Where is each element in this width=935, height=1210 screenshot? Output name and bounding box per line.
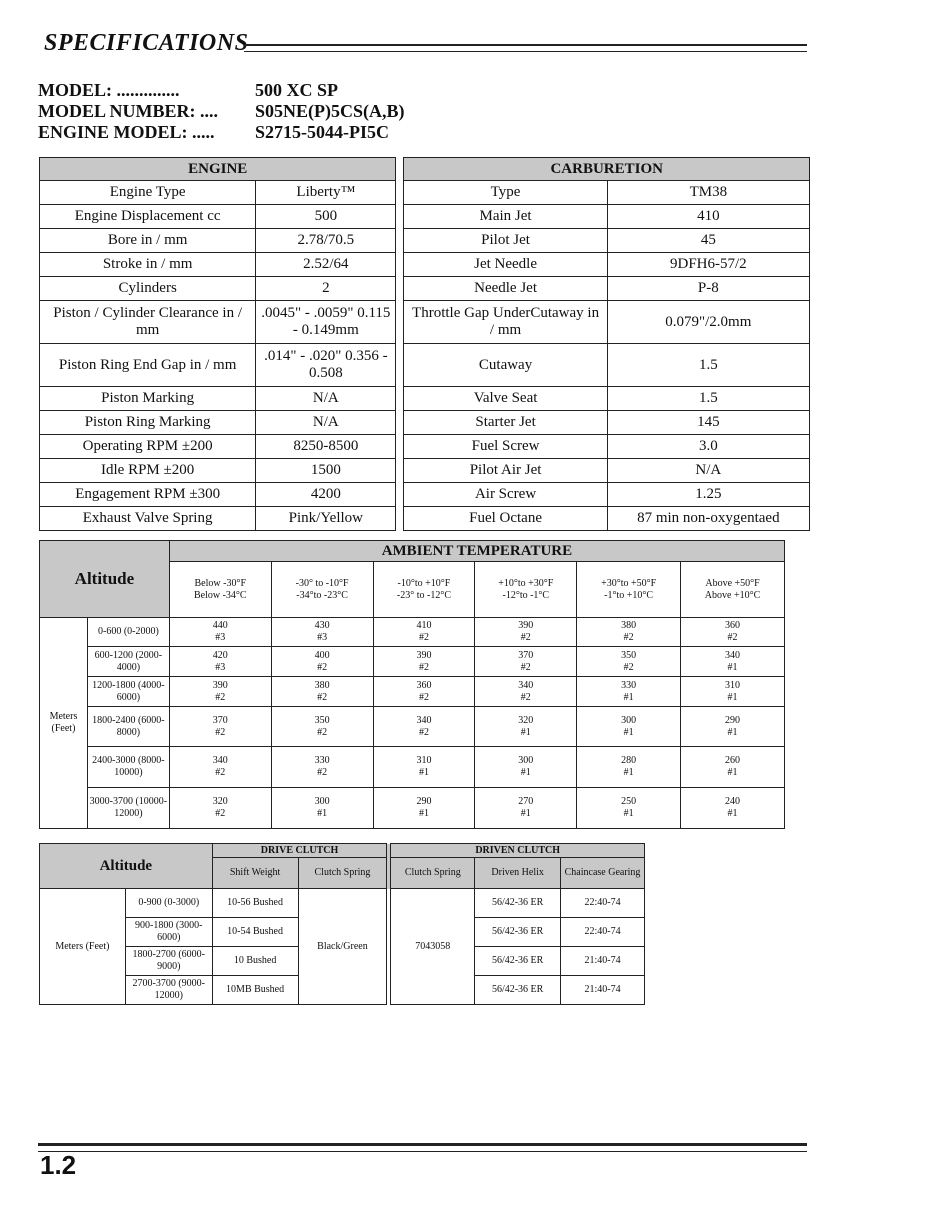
needle-position: #2	[418, 661, 429, 673]
altitude-row	[40, 618, 785, 647]
temp-column-header	[373, 562, 475, 618]
carburetion-label: Fuel Octane	[404, 507, 607, 531]
altitude-range: 1800-2400 (6000-8000)	[87, 707, 169, 747]
engine-label: Operating RPM ±200	[40, 435, 256, 459]
main-jet-value: 360	[416, 679, 432, 691]
table-separator	[396, 229, 404, 253]
carburetion-label: Type	[404, 181, 607, 205]
temp-column-header	[169, 562, 271, 618]
needle-position: #2	[215, 726, 226, 738]
needle-position: #1	[727, 767, 738, 778]
temp-fahrenheit: -30° to -10°F	[295, 577, 349, 589]
chaincase-gearing: 22:40-74	[561, 889, 645, 918]
carburetion-value: 1.5	[607, 344, 809, 387]
chaincase-header: Chaincase Gearing	[561, 858, 645, 889]
engine-value: .0045" - .0059" 0.115 - 0.149mm	[256, 301, 396, 344]
engine-label: Piston Ring End Gap in / mm	[40, 344, 256, 387]
needle-position: #2	[623, 661, 634, 673]
engine-value: .014" - .020" 0.356 - 0.508	[256, 344, 396, 387]
engine-model-label: ENGINE MODEL: .....	[38, 122, 215, 142]
engine-value: N/A	[256, 387, 396, 411]
clutch-row	[40, 889, 645, 918]
drive-clutch-header: DRIVE CLUTCH	[212, 844, 387, 858]
main-jet-value: 340	[518, 679, 534, 691]
needle-position: #1	[727, 726, 738, 738]
table-separator	[396, 344, 404, 387]
temp-fahrenheit: Above +50°F	[705, 577, 760, 589]
altitude-range: 2400-3000 (8000-10000)	[87, 747, 169, 788]
main-jet-value: 390	[416, 649, 432, 661]
temp-fahrenheit: +30°to +50°F	[601, 577, 657, 589]
jet-cell	[577, 677, 681, 707]
jet-cell	[373, 707, 475, 747]
temp-celsius: Above +10°C	[704, 589, 761, 601]
carburetion-label: Fuel Screw	[404, 435, 607, 459]
jet-cell	[271, 647, 373, 677]
carburetion-value: TM38	[607, 181, 809, 205]
ambient-temperature-table	[39, 540, 785, 829]
needle-position: #2	[317, 661, 328, 673]
needle-position: #2	[418, 726, 429, 738]
main-jet-value: 440	[212, 620, 228, 631]
units-label: Meters (Feet)	[40, 618, 88, 829]
driven-clutch-header: DRIVEN CLUTCH	[391, 844, 645, 858]
needle-position: #1	[317, 808, 328, 819]
engine-value: N/A	[256, 411, 396, 435]
main-jet-value: 340	[416, 714, 432, 726]
jet-cell	[475, 647, 577, 677]
spec-row	[40, 435, 810, 459]
carburetion-label: Air Screw	[404, 483, 607, 507]
engine-value: 4200	[256, 483, 396, 507]
engine-label: Engagement RPM ±300	[40, 483, 256, 507]
main-jet-value: 340	[212, 755, 228, 766]
engine-value: 8250-8500	[256, 435, 396, 459]
main-jet-value: 300	[314, 796, 330, 807]
jet-cell	[577, 707, 681, 747]
chaincase-gearing: 21:40-74	[561, 947, 645, 976]
needle-position: #1	[727, 808, 738, 819]
carburetion-value: 9DFH6-57/2	[607, 253, 809, 277]
temp-column-header	[577, 562, 681, 618]
table-separator	[396, 253, 404, 277]
engine-label: Bore in / mm	[40, 229, 256, 253]
engine-header: ENGINE	[40, 158, 396, 181]
table-separator	[387, 976, 391, 1005]
needle-position: #2	[317, 767, 328, 778]
main-jet-value: 310	[725, 679, 741, 691]
altitude-row	[40, 788, 785, 829]
chaincase-gearing: 21:40-74	[561, 976, 645, 1005]
jet-cell	[475, 788, 577, 829]
shift-weight: 10-54 Bushed	[212, 918, 298, 947]
main-jet-value: 320	[212, 796, 228, 807]
driven-helix: 56/42-36 ER	[475, 889, 561, 918]
needle-position: #1	[520, 808, 531, 819]
main-jet-value: 310	[416, 755, 432, 766]
altitude-range: 900-1800 (3000-6000)	[125, 918, 212, 947]
table-separator	[396, 301, 404, 344]
engine-carburetion-table	[39, 157, 810, 531]
main-jet-value: 380	[621, 620, 637, 631]
engine-label: Exhaust Valve Spring	[40, 507, 256, 531]
carburetion-label: Needle Jet	[404, 277, 607, 301]
needle-position: #1	[623, 808, 634, 819]
temp-celsius: -34°to -23°C	[296, 589, 348, 601]
needle-position: #3	[317, 632, 328, 643]
needle-position: #3	[215, 661, 226, 673]
spec-row	[40, 507, 810, 531]
carburetion-value: 145	[607, 411, 809, 435]
jet-cell	[475, 618, 577, 647]
ambient-header: AMBIENT TEMPERATURE	[169, 541, 784, 562]
main-jet-value: 300	[621, 714, 637, 726]
altitude-range: 600-1200 (2000-4000)	[87, 647, 169, 677]
jet-cell	[271, 677, 373, 707]
jet-cell	[577, 747, 681, 788]
jet-cell	[681, 788, 785, 829]
shift-weight-header: Shift Weight	[212, 858, 298, 889]
temp-celsius: -23° to -12°C	[396, 589, 451, 601]
main-jet-value: 370	[518, 649, 534, 661]
table-separator	[396, 277, 404, 301]
engine-label: Idle RPM ±200	[40, 459, 256, 483]
table-separator	[396, 483, 404, 507]
main-jet-value: 240	[725, 796, 741, 807]
engine-value: 500	[256, 205, 396, 229]
model-number-label: MODEL NUMBER: ....	[38, 101, 218, 121]
carburetion-value: 1.25	[607, 483, 809, 507]
needle-position: #2	[317, 726, 328, 738]
driven-spring-header: Clutch Spring	[391, 858, 475, 889]
main-jet-value: 430	[314, 620, 330, 631]
needle-position: #2	[317, 691, 328, 703]
needle-position: #2	[215, 767, 226, 778]
needle-position: #2	[727, 632, 738, 643]
needle-position: #2	[520, 661, 531, 673]
temp-celsius: -1°to +10°C	[604, 589, 654, 601]
spec-row	[40, 277, 810, 301]
engine-label: Piston / Cylinder Clearance in / mm	[40, 301, 256, 344]
main-jet-value: 390	[518, 620, 534, 631]
table-separator	[396, 387, 404, 411]
jet-cell	[271, 707, 373, 747]
table-separator	[387, 947, 391, 976]
table-separator	[396, 435, 404, 459]
spec-row	[40, 344, 810, 387]
table-separator	[396, 459, 404, 483]
carburetion-label: Main Jet	[404, 205, 607, 229]
carburetion-label: Cutaway	[404, 344, 607, 387]
temp-column-header	[475, 562, 577, 618]
altitude-range: 1200-1800 (4000-6000)	[87, 677, 169, 707]
main-jet-value: 330	[314, 755, 330, 766]
jet-cell	[169, 747, 271, 788]
shift-weight: 10MB Bushed	[212, 976, 298, 1005]
spec-row	[40, 229, 810, 253]
main-jet-value: 420	[212, 649, 228, 661]
altitude-row	[40, 677, 785, 707]
clutch-table	[39, 843, 645, 1005]
spec-row	[40, 253, 810, 277]
altitude-row	[40, 747, 785, 788]
carburetion-value: 1.5	[607, 387, 809, 411]
carburetion-value: N/A	[607, 459, 809, 483]
jet-cell	[475, 747, 577, 788]
main-jet-value: 290	[725, 714, 741, 726]
main-jet-value: 330	[621, 679, 637, 691]
engine-label: Engine Type	[40, 181, 256, 205]
altitude-range: 2700-3700 (9000-12000)	[125, 976, 212, 1005]
jet-cell	[169, 707, 271, 747]
title-rule	[244, 44, 807, 52]
jet-cell	[271, 618, 373, 647]
jet-cell	[169, 788, 271, 829]
engine-value: Liberty™	[256, 181, 396, 205]
carburetion-value: 3.0	[607, 435, 809, 459]
jet-cell	[681, 618, 785, 647]
driven-helix: 56/42-36 ER	[475, 976, 561, 1005]
needle-position: #2	[215, 691, 226, 703]
carburetion-header: CARBURETION	[404, 158, 810, 181]
carburetion-value: 0.079"/2.0mm	[607, 301, 809, 344]
model-number-value: S05NE(P)5CS(A,B)	[255, 101, 405, 121]
shift-weight: 10-56 Bushed	[212, 889, 298, 918]
engine-value: 1500	[256, 459, 396, 483]
jet-cell	[475, 677, 577, 707]
needle-position: #2	[215, 808, 226, 819]
spec-row	[40, 483, 810, 507]
main-jet-value: 410	[416, 620, 432, 631]
table-separator	[396, 411, 404, 435]
needle-position: #2	[520, 632, 531, 643]
main-jet-value: 370	[212, 714, 228, 726]
engine-value: 2.52/64	[256, 253, 396, 277]
engine-label: Cylinders	[40, 277, 256, 301]
altitude-range: 0-900 (0-3000)	[125, 889, 212, 918]
main-jet-value: 280	[621, 755, 637, 766]
altitude-range: 3000-3700 (10000-12000)	[87, 788, 169, 829]
carburetion-value: 87 min non-oxygentaed	[607, 507, 809, 531]
needle-position: #2	[623, 632, 634, 643]
spec-row	[40, 181, 810, 205]
needle-position: #1	[418, 808, 429, 819]
needle-position: #1	[623, 691, 634, 703]
needle-position: #1	[727, 691, 738, 703]
main-jet-value: 350	[621, 649, 637, 661]
engine-value: 2	[256, 277, 396, 301]
temp-celsius: Below -34°C	[193, 589, 247, 601]
jet-cell	[577, 647, 681, 677]
jet-cell	[271, 747, 373, 788]
jet-cell	[373, 788, 475, 829]
driven-helix: 56/42-36 ER	[475, 947, 561, 976]
jet-cell	[169, 647, 271, 677]
main-jet-value: 320	[518, 714, 534, 726]
carburetion-value: P-8	[607, 277, 809, 301]
table-separator	[387, 918, 391, 947]
needle-position: #1	[623, 726, 634, 738]
table-separator	[396, 181, 404, 205]
needle-position: #2	[418, 691, 429, 703]
temp-fahrenheit: +10°to +30°F	[498, 577, 554, 589]
main-jet-value: 350	[314, 714, 330, 726]
jet-cell	[373, 647, 475, 677]
jet-cell	[577, 788, 681, 829]
temp-fahrenheit: Below -30°F	[194, 577, 247, 589]
carburetion-label: Pilot Jet	[404, 229, 607, 253]
altitude-range: 1800-2700 (6000-9000)	[125, 947, 212, 976]
model-info	[38, 80, 405, 143]
carburetion-value: 45	[607, 229, 809, 253]
carburetion-label: Starter Jet	[404, 411, 607, 435]
model-label: MODEL: ..............	[38, 80, 180, 100]
altitude-row	[40, 647, 785, 677]
driven-clutch-spring: 7043058	[391, 889, 475, 1005]
engine-model-value: S2715-5044-PI5C	[255, 122, 389, 142]
spec-row	[40, 459, 810, 483]
engine-value: 2.78/70.5	[256, 229, 396, 253]
jet-cell	[475, 707, 577, 747]
carburetion-label: Pilot Air Jet	[404, 459, 607, 483]
jet-cell	[373, 747, 475, 788]
jet-cell	[169, 677, 271, 707]
main-jet-value: 340	[725, 649, 741, 661]
table-separator	[396, 507, 404, 531]
carburetion-label: Jet Needle	[404, 253, 607, 277]
jet-cell	[681, 707, 785, 747]
page-number: 1.2	[40, 1150, 77, 1180]
carburetion-label: Valve Seat	[404, 387, 607, 411]
needle-position: #2	[418, 632, 429, 643]
table-separator	[396, 205, 404, 229]
spec-row	[40, 301, 810, 344]
jet-cell	[577, 618, 681, 647]
clutch-altitude-header: Altitude	[40, 844, 213, 889]
engine-label: Engine Displacement cc	[40, 205, 256, 229]
jet-cell	[681, 677, 785, 707]
spec-row	[40, 411, 810, 435]
needle-position: #3	[215, 632, 226, 643]
needle-position: #2	[520, 691, 531, 703]
main-jet-value: 250	[621, 796, 637, 807]
main-jet-value: 270	[518, 796, 534, 807]
altitude-row	[40, 707, 785, 747]
chaincase-gearing: 22:40-74	[561, 918, 645, 947]
carburetion-label: Throttle Gap UnderCutaway in / mm	[404, 301, 607, 344]
footer-rule	[38, 1143, 807, 1152]
main-jet-value: 300	[518, 755, 534, 766]
spec-row	[40, 205, 810, 229]
shift-weight: 10 Bushed	[212, 947, 298, 976]
temp-fahrenheit: -10°to +10°F	[397, 577, 451, 589]
carburetion-value: 410	[607, 205, 809, 229]
units-label: Meters (Feet)	[40, 889, 126, 1005]
engine-label: Stroke in / mm	[40, 253, 256, 277]
driven-helix: 56/42-36 ER	[475, 918, 561, 947]
altitude-range: 0-600 (0-2000)	[87, 618, 169, 647]
main-jet-value: 360	[725, 620, 741, 631]
jet-cell	[681, 747, 785, 788]
page-title: SPECIFICATIONS	[44, 30, 249, 56]
main-jet-value: 390	[212, 679, 228, 691]
main-jet-value: 380	[314, 679, 330, 691]
main-jet-value: 260	[725, 755, 741, 766]
engine-value: Pink/Yellow	[256, 507, 396, 531]
needle-position: #1	[520, 767, 531, 778]
jet-cell	[373, 618, 475, 647]
jet-cell	[681, 647, 785, 677]
main-jet-value: 290	[416, 796, 432, 807]
temp-celsius: -12°to -1°C	[502, 589, 550, 601]
temp-column-header	[681, 562, 785, 618]
altitude-header: Altitude	[40, 541, 170, 618]
clutch-spring-header: Clutch Spring	[298, 858, 387, 889]
jet-cell	[271, 788, 373, 829]
needle-position: #1	[418, 767, 429, 778]
engine-label: Piston Ring Marking	[40, 411, 256, 435]
jet-cell	[373, 677, 475, 707]
main-jet-value: 400	[314, 649, 330, 661]
engine-label: Piston Marking	[40, 387, 256, 411]
jet-cell	[169, 618, 271, 647]
spec-row	[40, 387, 810, 411]
model-value: 500 XC SP	[255, 80, 339, 100]
clutch-spring: Black/Green	[298, 889, 387, 1005]
needle-position: #1	[727, 661, 738, 673]
needle-position: #1	[623, 767, 634, 778]
needle-position: #1	[520, 726, 531, 738]
driven-helix-header: Driven Helix	[475, 858, 561, 889]
temp-column-header	[271, 562, 373, 618]
